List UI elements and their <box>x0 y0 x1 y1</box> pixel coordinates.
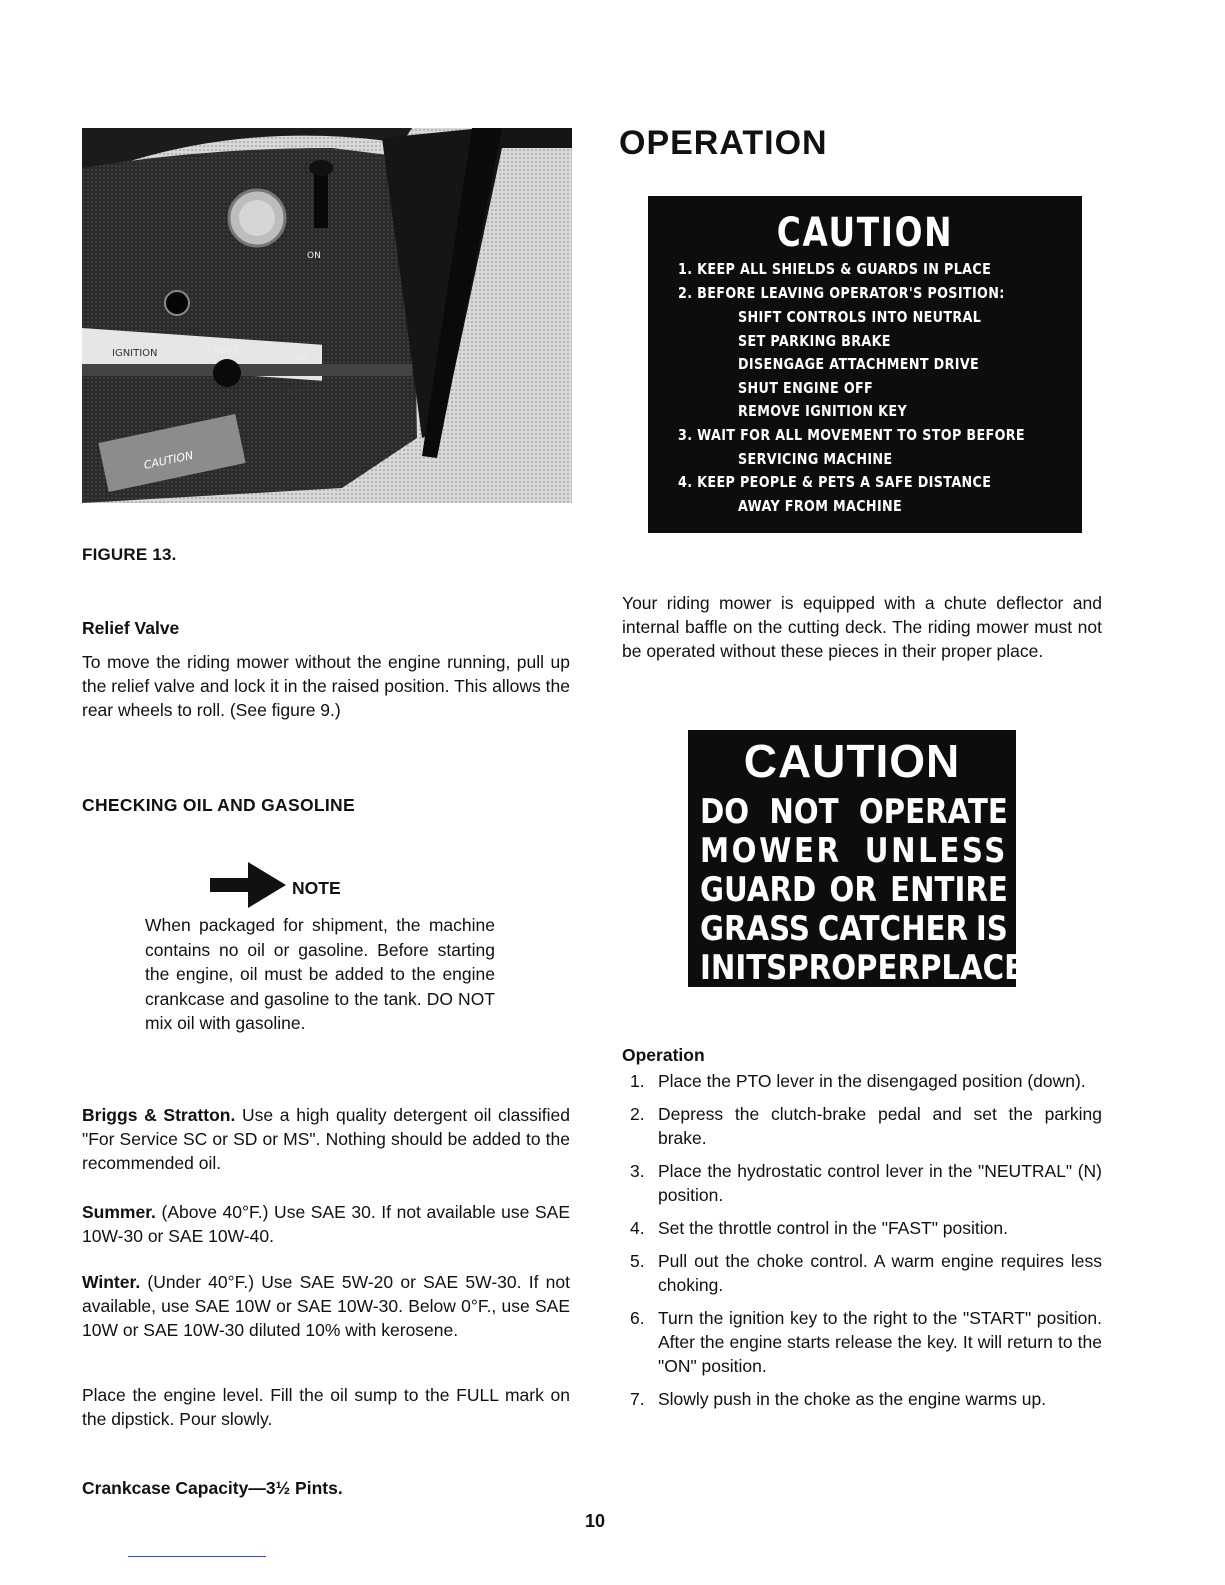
caution-1-line: SERVICING MACHINE <box>738 450 893 468</box>
caution-2-title: CAUTION <box>743 735 961 787</box>
photo-label-off: OFF <box>290 356 308 366</box>
step-item: 3. Place the hydrostatic control lever in the "NEUTRAL" (N) position. <box>630 1161 1102 1205</box>
caution-2-word: PROPER <box>787 948 920 988</box>
caution-1-line: SHUT ENGINE OFF <box>738 379 874 397</box>
summer-text: (Above 40°F.) Use SAE 30. If not available use SAE 10W-30 or SAE 10W-40. <box>82 1202 570 1246</box>
step-item: 4. Set the throttle control in the "FAST" position. <box>630 1218 1008 1238</box>
photo-label-caution: CAUTION <box>142 448 195 472</box>
summer-paragraph <box>82 1200 570 1248</box>
briggs-text: Use a high quality detergent oil classified "For Service SC or SD or MS". Nothing should be added to the recommended oil. <box>82 1105 570 1173</box>
photo-label-ignition: IGNITION <box>112 348 158 359</box>
caution-2-word: GRASS <box>700 909 810 949</box>
step-item: 5. Pull out the choke control. A warm engine requires less choking. <box>630 1251 1102 1295</box>
caution-panel-1 <box>648 196 1082 533</box>
intro-text: Your riding mower is equipped with a chute deflector and internal baffle on the cutting deck. The riding mower must not be operated without these pieces in their proper place. <box>622 593 1102 661</box>
briggs-label: Briggs & Stratton. <box>82 1105 236 1125</box>
step-item: 6. Turn the ignition key to the right to the "START" position. After the engine starts release the key. It will return to the "ON" position. <box>630 1308 1102 1376</box>
caution-2-word: DO <box>700 792 750 832</box>
figure-13-photo <box>82 128 572 503</box>
checking-heading: CHECKING OIL AND GASOLINE <box>82 795 355 815</box>
caution-2-row <box>700 870 1008 910</box>
caution-1-line: AWAY FROM MACHINE <box>738 497 903 515</box>
summer-label: Summer. <box>82 1202 156 1222</box>
step-item: 7. Slowly push in the choke as the engine warms up. <box>630 1389 1047 1409</box>
note-label: NOTE <box>292 878 341 898</box>
crankcase-capacity: Crankcase Capacity—3½ Pints. <box>82 1478 343 1498</box>
caution-1-line: SHIFT CONTROLS INTO NEUTRAL <box>738 308 982 326</box>
step-item: 1. Place the PTO lever in the disengaged position (down). <box>630 1071 1086 1091</box>
caution-panel-2 <box>688 730 1036 988</box>
mower-control-panel-image <box>82 128 572 503</box>
caution-2-word: UNLESS <box>864 831 1008 871</box>
caution-1-line: 3. WAIT FOR ALL MOVEMENT TO STOP BEFORE <box>678 426 1025 444</box>
caution-2-row <box>700 909 1008 949</box>
caution-2-row <box>700 792 1008 832</box>
place-engine-text: Place the engine level. Fill the oil sump to the FULL mark on the dipstick. Pour slowly. <box>82 1385 570 1429</box>
caution-1-line: 2. BEFORE LEAVING OPERATOR'S POSITION: <box>678 284 1005 302</box>
caution-1-line: REMOVE IGNITION KEY <box>738 402 908 420</box>
photo-label-deck: DECK <box>282 383 313 396</box>
relief-valve-heading: Relief Valve <box>82 618 180 638</box>
caution-2-row <box>700 831 1008 871</box>
briggs-paragraph <box>82 1103 570 1175</box>
caution-2-word: ENTIRE <box>890 870 1008 910</box>
caution-2-word: ITS <box>735 948 788 988</box>
operation-title: OPERATION <box>619 124 828 162</box>
caution-2-word: OR <box>829 870 877 910</box>
caution-1-line: 4. KEEP PEOPLE & PETS A SAFE DISTANCE <box>678 473 992 491</box>
caution-2-word: GUARD <box>700 870 817 910</box>
figure-caption: FIGURE 13. <box>82 545 177 564</box>
caution-1-line: DISENGAGE ATTACHMENT DRIVE <box>738 355 980 373</box>
caution-2-row <box>700 948 1036 988</box>
caution-2-word: CATCHER <box>817 909 969 949</box>
caution-2-word: PLACE. <box>919 948 1036 988</box>
photo-label-choke: CHOKE <box>207 346 239 356</box>
winter-label: Winter. <box>82 1272 141 1292</box>
caution-1-line: SET PARKING BRAKE <box>738 332 891 350</box>
caution-2-word: IS <box>975 909 1008 949</box>
operation-subheading: Operation <box>622 1045 705 1065</box>
caution-1-title: CAUTION <box>776 210 954 256</box>
photo-label-on: ON <box>307 251 321 261</box>
page-number: 10 <box>585 1511 606 1531</box>
caution-2-word: NOT <box>769 792 839 832</box>
operation-steps <box>622 1069 1102 1420</box>
winter-text: (Under 40°F.) Use SAE 5W-20 or SAE 5W-30. If not available, use SAE 10W or SAE 10W-30. Below 0°F., use SAE 10W or SAE 10W-30 diluted 10% with kerosene. <box>82 1272 570 1340</box>
relief-valve-text: To move the riding mower without the engine running, pull up the relief valve and lock it in the raised position. This allows the rear wheels to roll. (See figure 9.) <box>82 652 570 720</box>
note-arrow-icon <box>208 860 288 915</box>
footer-rule <box>128 1556 266 1557</box>
caution-2-word: OPERATE <box>858 792 1008 832</box>
caution-2-word: MOWER <box>700 831 842 871</box>
step-item: 2. Depress the clutch-brake pedal and set the parking brake. <box>630 1104 1102 1148</box>
caution-1-line: 1. KEEP ALL SHIELDS & GUARDS IN PLACE <box>678 260 992 278</box>
note-text: When packaged for shipment, the machine contains no oil or gasoline. Before starting the engine, oil must be added to the engine crankcase and gasoline to the tank. DO NOT mix oil with gasoline. <box>145 915 495 1033</box>
caution-2-word: IN <box>700 948 736 988</box>
winter-paragraph <box>82 1270 570 1342</box>
